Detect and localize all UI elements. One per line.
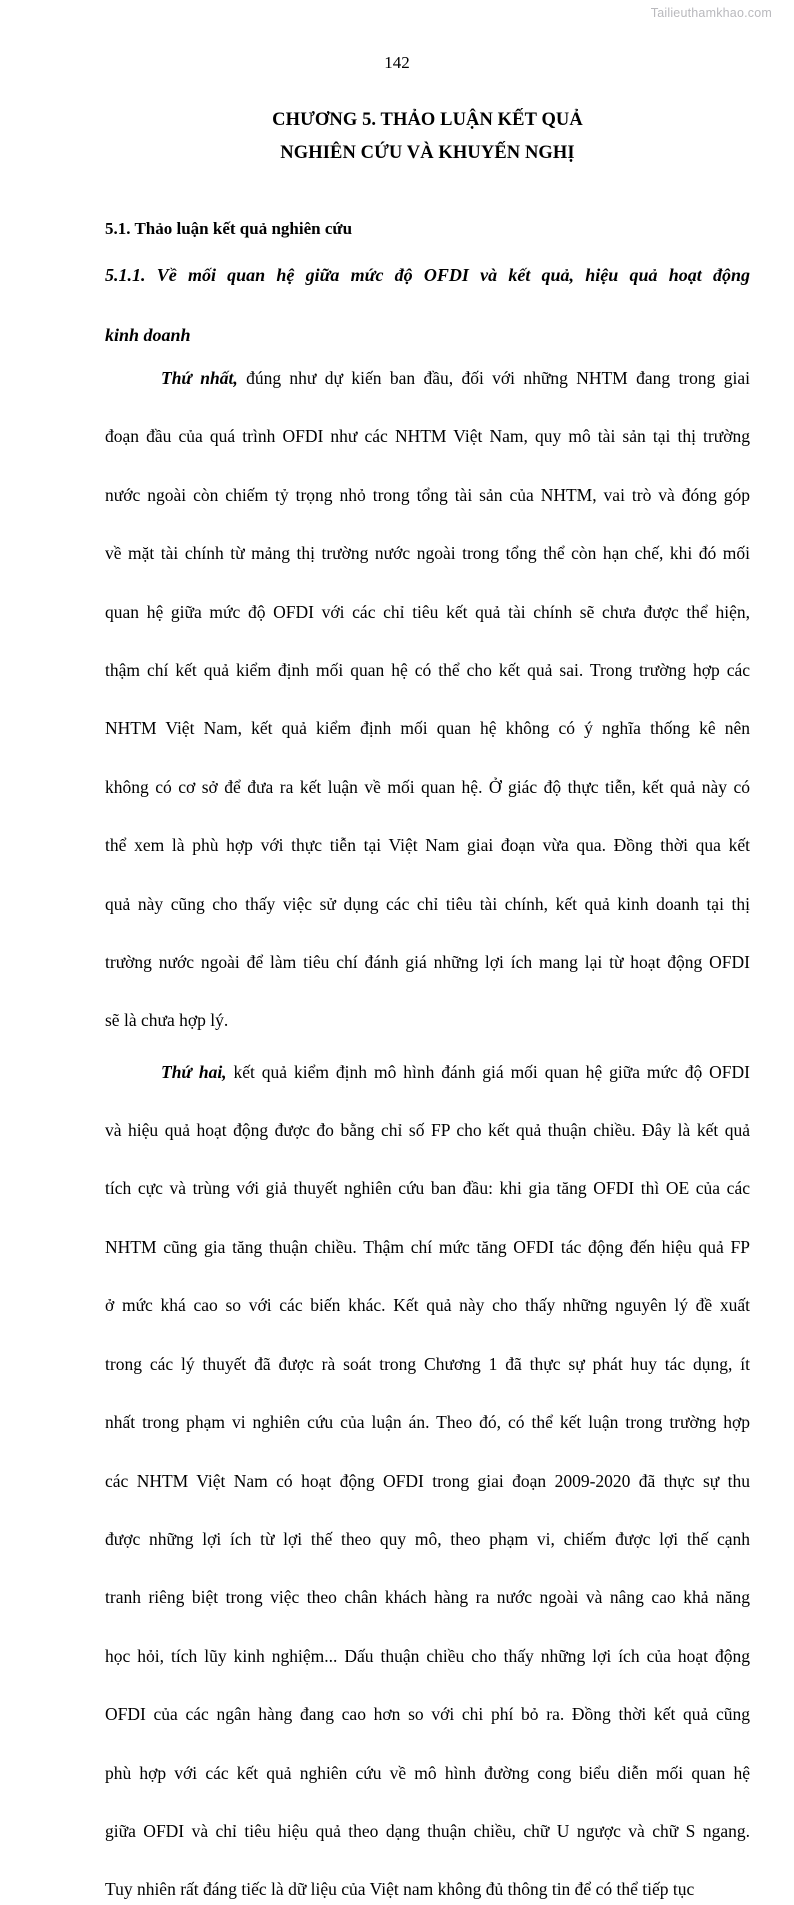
paragraph-1-line-2: đoạn đầu của quá trình OFDI như các NHTM Việt Nam, quy mô tài sản tại thị trường	[105, 426, 750, 447]
watermark-text: Tailieuthamkhao.com	[650, 6, 772, 20]
paragraph-1-line-12: sẽ là chưa hợp lý.	[105, 1010, 229, 1031]
paragraph-1-line-11: trường nước ngoài để làm tiêu chí đánh giá những lợi ích mang lại từ hoạt động OFDI	[105, 952, 750, 973]
heading-5-1-1-line-2: kinh doanh	[105, 325, 191, 345]
heading-5-1-1-line-1: 5.1.1. Về mối quan hệ giữa mức độ OFDI và kết quả, hiệu quả hoạt động	[105, 265, 750, 285]
paragraph-2-line-8: các NHTM Việt Nam có hoạt động OFDI trong giai đoạn 2009-2020 đã thực sự thu	[105, 1470, 750, 1491]
paragraph-1-line-5: quan hệ giữa mức độ OFDI với các chỉ tiêu kết quả tài chính sẽ chưa được thể hiện,	[105, 601, 750, 622]
paragraph-2-line-4: NHTM cũng gia tăng thuận chiều. Thậm chí mức tăng OFDI tác động đến hiệu quả FP	[105, 1236, 750, 1257]
paragraph-2-line-12: OFDI của các ngân hàng đang cao hơn so với chi phí bỏ ra. Đồng thời kết quả cũng	[105, 1704, 750, 1725]
chapter-title	[105, 104, 750, 170]
paragraph-2-line-10: tranh riêng biệt trong việc theo chân khách hàng ra nước ngoài và nâng cao khả năng	[105, 1587, 750, 1608]
paragraph-thu-nhat	[105, 364, 750, 1036]
paragraph-2-line-6: trong các lý thuyết đã được rà soát trong Chương 1 đã thực sự phát huy tác dụng, ít	[105, 1353, 750, 1374]
paragraph-1-line-1-text: đúng như dự kiến ban đầu, đối với những NHTM đang trong giai	[237, 368, 750, 388]
paragraph-thu-hai	[105, 1058, 750, 1905]
paragraph-1-line-6: thậm chí kết quả kiểm định mối quan hệ có thể cho kết quả sai. Trong trường hợp các	[105, 660, 750, 681]
page-content	[105, 104, 750, 1905]
paragraph-2-line-3: tích cực và trùng với giả thuyết nghiên cứu ban đầu: khi gia tăng OFDI thì OE của các	[105, 1178, 750, 1199]
paragraph-1-line-1	[105, 364, 750, 422]
paragraph-1-line-9: thể xem là phù hợp với thực tiễn tại Việt Nam giai đoạn vừa qua. Đồng thời qua kết	[105, 835, 750, 856]
chapter-title-line-2: NGHIÊN CỨU VÀ KHUYẾN NGHỊ	[280, 143, 575, 163]
paragraph-2-line-15: Tuy nhiên rất đáng tiếc là dữ liệu của Việt nam không đủ thông tin để có thể tiếp tục	[105, 1879, 695, 1900]
paragraph-1-line-7: NHTM Việt Nam, kết quả kiểm định mối quan hệ không có ý nghĩa thống kê nên	[105, 718, 750, 739]
paragraph-2-line-14: giữa OFDI và chỉ tiêu hiệu quả theo dạng thuận chiều, chữ U ngược và chữ S ngang.	[105, 1820, 750, 1841]
paragraph-2-line-2: và hiệu quả hoạt động được đo bằng chỉ số FP cho kết quả thuận chiều. Đây là kết quả	[105, 1120, 750, 1141]
heading-5-1: 5.1. Thảo luận kết quả nghiên cứu	[105, 219, 353, 238]
paragraph-2-line-1-text: kết quả kiểm định mô hình đánh giá mối quan hệ giữa mức độ OFDI	[226, 1061, 750, 1082]
paragraph-2-line-9: được những lợi ích từ lợi thế theo quy mô, theo phạm vi, chiếm được lợi thế cạnh	[105, 1528, 750, 1549]
paragraph-2-line-13: phù hợp với các kết quả nghiên cứu về mô hình đường cong biểu diễn mối quan hệ	[105, 1762, 750, 1783]
heading-5-1-1	[105, 260, 750, 350]
paragraph-1-line-8: không có cơ sở để đưa ra kết luận về mối quan hệ. Ở giác độ thực tiễn, kết quả này có	[105, 776, 750, 797]
paragraph-1-line-10: quả này cũng cho thấy việc sử dụng các chỉ tiêu tài chính, kết quả kinh doanh tại thị	[105, 893, 750, 914]
page-number: 142	[384, 53, 410, 72]
paragraph-2-lead: Thứ hai,	[161, 1061, 227, 1082]
paragraph-2-line-5: ở mức khá cao so với các biến khác. Kết quả này cho thấy những nguyên lý đề xuất	[105, 1295, 750, 1316]
paragraph-1-lead: Thứ nhất,	[161, 368, 238, 388]
paragraph-2-line-11: học hỏi, tích lũy kinh nghiệm... Dấu thuận chiều cho thấy những lợi ích của hoạt động	[105, 1645, 750, 1666]
paragraph-2-line-7: nhất trong phạm vi nghiên cứu của luận án. Theo đó, có thể kết luận trong trường hợp	[105, 1412, 750, 1433]
paragraph-2-line-1	[105, 1058, 750, 1116]
paragraph-1-line-3: nước ngoài còn chiếm tỷ trọng nhỏ trong tổng tài sản của NHTM, vai trò và đóng góp	[105, 484, 750, 505]
chapter-title-line-1: CHƯƠNG 5. THẢO LUẬN KẾT QUẢ	[272, 110, 583, 130]
paragraph-1-line-4: về mặt tài chính từ mảng thị trường nước ngoài trong tổng thể còn hạn chế, khi đó mối	[105, 543, 750, 564]
